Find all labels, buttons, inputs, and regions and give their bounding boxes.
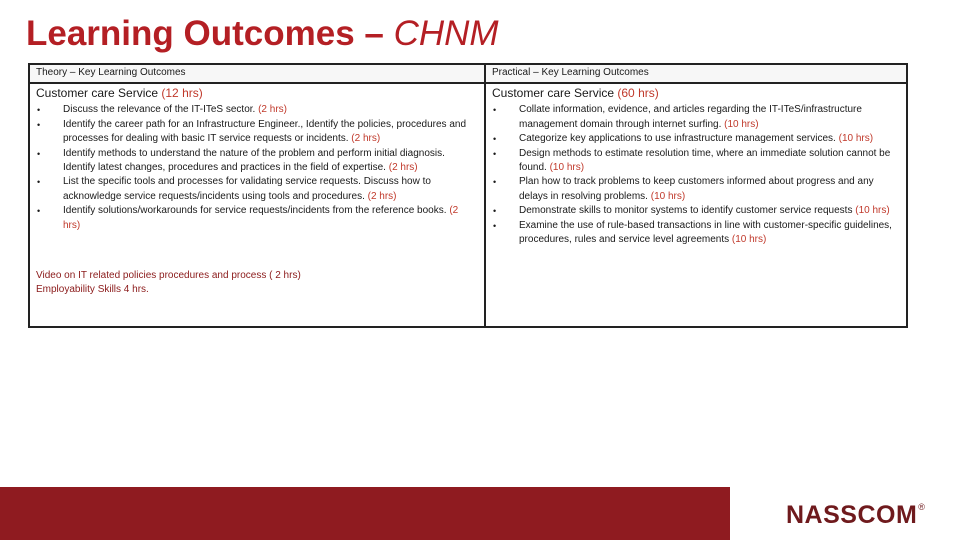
item-hours: (2 hrs) [388, 162, 418, 174]
item-text: Demonstrate skills to monitor systems to identify customer service requests [519, 205, 853, 217]
item-text: Identify methods to understand the nature of the problem and perform initial diagnosis. Identify latest changes, procedures and practices in the field of expertise. [63, 147, 445, 174]
learning-outcomes-table [28, 63, 908, 328]
item-hours: (10 hrs) [731, 234, 767, 246]
item-hours: (10 hrs) [724, 118, 759, 130]
practical-subheading-hours: (60 hrs) [617, 86, 659, 100]
footer-bar [0, 487, 730, 540]
bullet-icon: • [37, 206, 41, 217]
list-item [492, 132, 900, 146]
practical-subheading [492, 86, 900, 100]
item-hours: (2 hrs) [367, 190, 397, 202]
table-body-row [29, 83, 907, 327]
item-hours: (10 hrs) [549, 162, 585, 174]
employability-note: Employability Skills 4 hrs. [36, 284, 149, 296]
bullet-icon: • [493, 206, 497, 217]
item-text: Identify solutions/workarounds for service requests/incidents from the reference books. [63, 205, 447, 217]
item-hours: (10 hrs) [650, 190, 686, 202]
bullet-icon: • [493, 105, 497, 116]
list-item [36, 204, 478, 233]
page-title [26, 14, 499, 54]
item-hours: (10 hrs) [838, 133, 874, 145]
list-item [492, 175, 900, 204]
list-item [492, 103, 900, 132]
bullet-icon: • [493, 220, 497, 231]
theory-subheading-hours: (12 hrs) [161, 86, 203, 100]
title-italic: CHNM [393, 14, 499, 53]
theory-notes [36, 269, 478, 298]
item-hours: (2 hrs) [351, 133, 381, 145]
theory-column-header: Theory – Key Learning Outcomes [29, 64, 485, 83]
bullet-icon: • [37, 105, 41, 116]
list-item [36, 118, 478, 147]
item-hours: (10 hrs) [855, 205, 890, 217]
practical-outcome-list [492, 103, 900, 247]
bullet-icon: • [493, 134, 497, 145]
item-text: Examine the use of rule-based transactions in line with customer-specific guidelines, procedures, rules and service level agreements [519, 219, 892, 246]
practical-subheading-text: Customer care Service [492, 86, 615, 100]
item-text: Discuss the relevance of the IT-ITeS sector. [63, 104, 256, 116]
item-text: List the specific tools and processes for validating service requests. Discuss how to acknowledge service requests/incidents using tools and procedures. [63, 176, 431, 202]
theory-subheading-text: Customer care Service [36, 86, 159, 100]
logo-text: NASSCOM [786, 501, 918, 529]
bullet-icon: • [493, 148, 497, 159]
video-note: Video on IT related policies procedures and process ( 2 hrs) [36, 270, 301, 282]
list-item [36, 147, 478, 176]
bullet-icon: • [37, 148, 41, 159]
practical-cell [485, 83, 907, 327]
bullet-icon: • [37, 119, 41, 130]
theory-subheading [36, 86, 478, 100]
bullet-icon: • [37, 177, 41, 188]
item-text: Design methods to estimate resolution time, where an immediate solution cannot be found. [519, 147, 891, 174]
item-hours: (2 hrs) [63, 205, 459, 231]
nasscom-logo [786, 501, 925, 530]
practical-column-header: Practical – Key Learning Outcomes [485, 64, 907, 83]
item-text: Categorize key applications to use infrastructure management services. [519, 133, 836, 145]
item-hours: (2 hrs) [258, 104, 287, 116]
list-item [36, 103, 478, 117]
list-item [492, 147, 900, 176]
theory-outcome-list [36, 103, 478, 233]
list-item [492, 204, 900, 218]
bullet-icon: • [493, 177, 497, 188]
list-item [492, 219, 900, 248]
list-item [36, 175, 478, 204]
item-text: Collate information, evidence, and articles regarding the IT-ITeS/infrastructure management domain through internet surfing. [519, 104, 862, 130]
registered-mark: ® [918, 502, 926, 512]
table-header-row [29, 64, 907, 83]
item-text: Identify the career path for an Infrastructure Engineer., Identify the policies, procedures and processes for dealing with basic IT service requests or incidents. [63, 118, 467, 145]
theory-cell [29, 83, 485, 327]
item-text: Plan how to track problems to keep customers informed about progress and any delays in resolving problems. [519, 176, 874, 202]
title-main: Learning Outcomes – [26, 14, 384, 53]
